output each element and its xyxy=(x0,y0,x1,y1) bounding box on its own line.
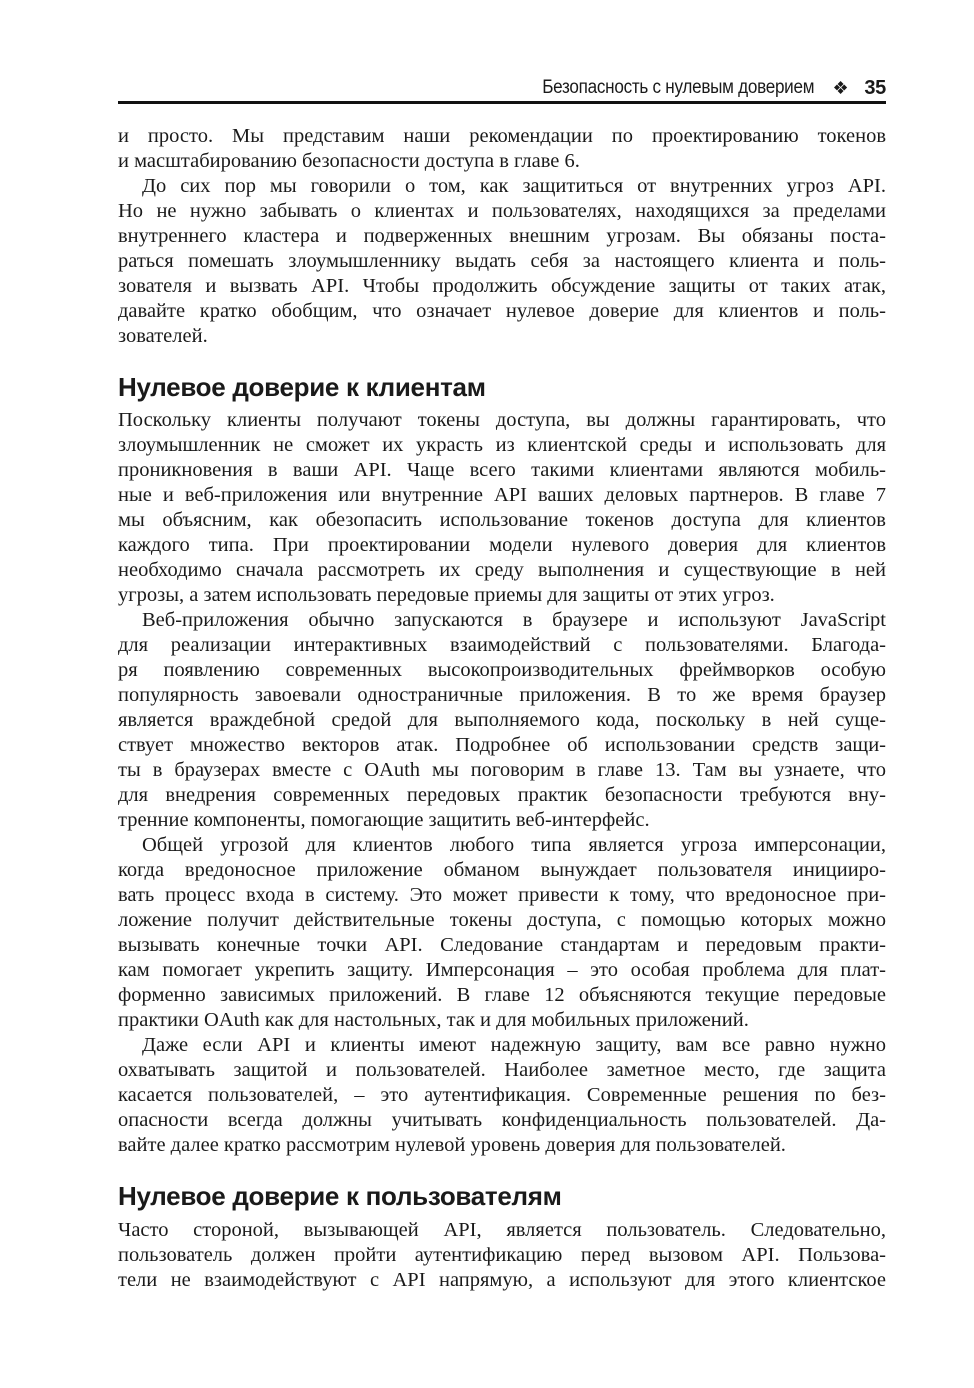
text-line: практики OAuth как для настольных, так и для мобильных приложений. xyxy=(118,1009,749,1031)
text-line: злоумышленник не сможет их украсть из клиентской среды и использовать для xyxy=(118,434,886,456)
text-line: Общей угрозой для клиентов любого типа является угроза имперсонации, xyxy=(142,834,886,856)
header-rule xyxy=(118,101,886,104)
text-line: До сих пор мы говорили о том, как защититься от внутренних угроз API. xyxy=(142,174,886,197)
text-line: ствует множество векторов атак. Подробнее об использовании средств защи- xyxy=(118,734,886,756)
text-line: является враждебной средой для выполняемого кода, поскольку в ней суще- xyxy=(118,709,886,731)
text-line: касается пользователей, – это аутентификация. Современные решения по без- xyxy=(118,1084,886,1106)
text-line: проникновения в ваши API. Чаще всего такими клиентами являются мобиль- xyxy=(118,459,886,481)
text-line: ты в браузерах вместе с OAuth мы поговорим в главе 13. Там вы узнаете, что xyxy=(118,759,886,781)
page-number: 35 xyxy=(864,76,886,99)
text-line: Поскольку клиенты получают токены доступа, вы должны гарантировать, что xyxy=(118,409,886,431)
paragraph xyxy=(118,408,886,608)
paragraph xyxy=(118,1218,886,1293)
text-line: Часто стороной, вызывающей API, является пользователь. Следовательно, xyxy=(118,1218,886,1241)
text-line: Даже если API и клиенты имеют надежную защиту, вам все равно нужно xyxy=(142,1034,886,1056)
text-line: каждого типа. При проектировании модели нулевого доверия для клиентов xyxy=(118,534,886,556)
text-line: вайте далее кратко рассмотрим нулевой уровень доверия для пользователей. xyxy=(118,1134,786,1156)
text-line: вызывать конечные точки API. Следование стандартам и передовым практи- xyxy=(118,934,886,956)
text-line: необходимо сначала рассмотреть их среду выполнения и существующие в ней xyxy=(118,559,886,581)
paragraph xyxy=(118,608,886,833)
text-line: тренние компоненты, помогающие защитить веб-интерфейс. xyxy=(118,809,650,831)
text-line: для реализации интерактивных взаимодействий с пользователями. Благода- xyxy=(118,634,886,656)
text-line: внутреннего кластера и подверженных внешним угрозам. Вы обязаны поста- xyxy=(118,224,886,247)
text-line: и просто. Мы представим наши рекомендации по проектированию токенов xyxy=(118,124,886,147)
text-line: Веб-приложения обычно запускаются в браузере и используют JavaScript xyxy=(142,609,886,631)
paragraph xyxy=(118,174,886,349)
text-line: зователей. xyxy=(118,324,208,347)
text-line: ря появлению современных высокопроизводительных фреймворков особую xyxy=(118,659,886,681)
text-line: давайте кратко обобщим, что означает нулевое доверие для клиентов и поль- xyxy=(118,299,886,322)
running-head-title: Безопасность с нулевым доверием xyxy=(542,77,815,98)
text-line: кам помогает укрепить защиту. Имперсонация – это особая проблема для плат- xyxy=(118,959,886,981)
section-heading: Нулевое доверие к пользователям xyxy=(118,1181,562,1211)
text-line: форменно зависимых приложений. В главе 12 объясняются текущие передовые xyxy=(118,984,886,1006)
text-line: тели не взаимодействуют с API напрямую, а используют для этого клиентское xyxy=(118,1268,886,1291)
section-heading: Нулевое доверие к клиентам xyxy=(118,371,486,402)
paragraph xyxy=(118,1033,886,1158)
text-line: зователя и вызвать API. Чтобы продолжить обсуждение защиты от таких атак, xyxy=(118,274,886,297)
paragraph xyxy=(118,124,886,174)
text-line: популярность завоевали одностраничные приложения. В то же время браузер xyxy=(118,684,886,706)
text-line: охватывать защитой и пользователей. Наиболее заметное место, где защита xyxy=(118,1059,886,1081)
text-line: мы объясним, как обезопасить использование токенов доступа для клиентов xyxy=(118,509,886,531)
text-line: пользователь должен пройти аутентификацию перед вызовом API. Пользова- xyxy=(118,1243,886,1266)
page-body xyxy=(118,124,886,1293)
ornament-icon: ❖ xyxy=(832,77,849,98)
text-line: ложение получит действительные токены доступа, с помощью которых можно xyxy=(118,909,886,931)
text-line: вать процесс входа в систему. Это может привести к тому, что вредоносное при- xyxy=(118,884,886,906)
text-line: Но не нужно забывать о клиентах и пользователях, находящихся за пределами xyxy=(118,199,886,222)
paragraph xyxy=(118,833,886,1033)
text-line: раться помешать злоумышленнику выдать себя за настоящего клиента и поль- xyxy=(118,249,886,272)
text-line: и масштабированию безопасности доступа в главе 6. xyxy=(118,149,580,172)
running-head xyxy=(118,74,886,102)
text-line: ные и веб-приложения или внутренние API ваших деловых партнеров. В главе 7 xyxy=(118,484,886,506)
text-line: когда вредоносное приложение обманом вынуждает пользователя иницииро- xyxy=(118,859,886,881)
text-line: для внедрения современных передовых практик безопасности требуются вну- xyxy=(118,784,886,806)
text-line: опасности всегда должны учитывать конфиденциальность пользователей. Да- xyxy=(118,1109,886,1131)
text-line: угрозы, а затем использовать передовые приемы для защиты от этих угроз. xyxy=(118,584,775,606)
